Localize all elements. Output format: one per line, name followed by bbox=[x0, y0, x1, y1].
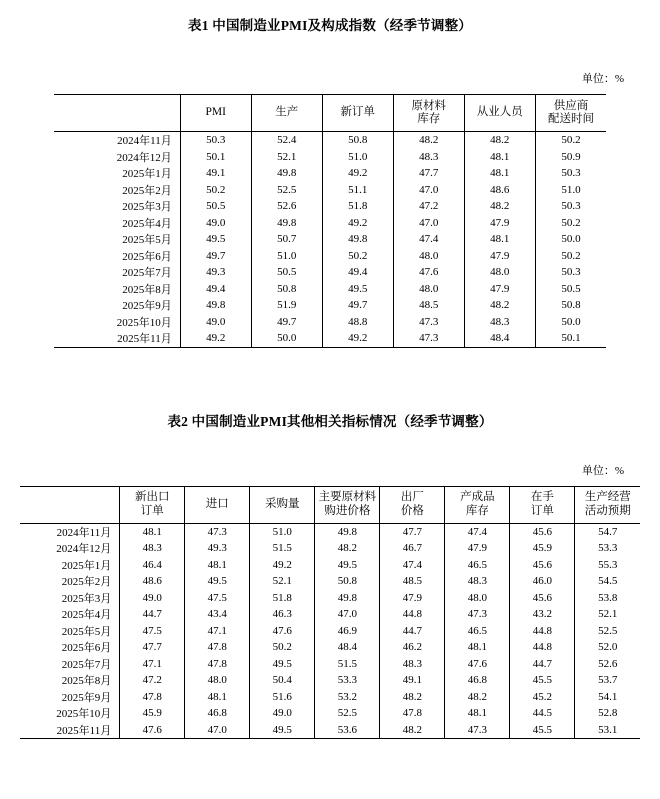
table2-cell: 45.5 bbox=[510, 672, 575, 689]
table1-row-label: 2025年8月 bbox=[54, 281, 181, 298]
table1-cell: 49.8 bbox=[251, 215, 322, 232]
table2-cell: 48.3 bbox=[120, 540, 185, 557]
table-row bbox=[54, 149, 607, 166]
table2-container bbox=[20, 486, 640, 740]
table1-cell: 48.2 bbox=[393, 132, 464, 149]
table1-cell: 48.2 bbox=[464, 132, 535, 149]
table2-cell: 45.2 bbox=[510, 689, 575, 706]
table1-cell: 47.3 bbox=[393, 330, 464, 347]
table2-cell: 52.8 bbox=[598, 707, 618, 720]
table2-cell: 47.3 bbox=[445, 722, 510, 739]
table-row bbox=[54, 264, 607, 281]
table-row bbox=[54, 281, 607, 298]
table2-cell: 51.8 bbox=[250, 590, 315, 607]
table2-cell: 48.2 bbox=[380, 689, 445, 706]
table2-cell: 52.5 bbox=[315, 705, 380, 722]
table2-row-label: 2025年9月 bbox=[20, 689, 120, 706]
table1-cell: 49.1 bbox=[180, 165, 251, 182]
table1-cell: 50.3 bbox=[561, 167, 581, 180]
table2-cell: 47.3 bbox=[445, 606, 510, 623]
table2-cell: 47.4 bbox=[445, 523, 510, 540]
table1-row-label: 2025年10月 bbox=[54, 314, 181, 331]
table2-cell: 55.3 bbox=[598, 558, 618, 571]
table2-cell: 49.2 bbox=[250, 557, 315, 574]
table-row bbox=[20, 557, 640, 574]
table-row bbox=[54, 297, 607, 314]
table2-cell: 46.3 bbox=[250, 606, 315, 623]
table2-col-business-expectation-line2: 活动预期 bbox=[584, 504, 631, 517]
table1-cell: 48.1 bbox=[464, 231, 535, 248]
table-row bbox=[20, 722, 640, 739]
table2-cell: 51.5 bbox=[315, 656, 380, 673]
table1-cell: 49.5 bbox=[180, 231, 251, 248]
table1-cell: 49.8 bbox=[180, 297, 251, 314]
table2-cell: 47.7 bbox=[120, 639, 185, 656]
table2-cell: 48.3 bbox=[445, 573, 510, 590]
table-row bbox=[20, 639, 640, 656]
table2-col-input-prices-line1: 主要原材料 bbox=[318, 491, 377, 504]
table2-cell: 53.8 bbox=[598, 591, 618, 604]
table2-corner-cell bbox=[20, 486, 120, 523]
table2-cell: 47.8 bbox=[380, 705, 445, 722]
table-row bbox=[54, 330, 607, 347]
table2-cell: 52.1 bbox=[598, 608, 618, 621]
table1-cell: 47.9 bbox=[464, 215, 535, 232]
table1-cell: 47.7 bbox=[393, 165, 464, 182]
table1-row-label: 2025年4月 bbox=[54, 215, 181, 232]
table1-cell: 51.0 bbox=[322, 149, 393, 166]
table2-cell: 44.7 bbox=[380, 623, 445, 640]
table1-col-new-orders-line1: 新订单 bbox=[340, 106, 375, 119]
table1-cell: 50.8 bbox=[251, 281, 322, 298]
table2-col-finished-goods-stock-line2: 库存 bbox=[465, 504, 489, 517]
table2-cell: 48.1 bbox=[445, 639, 510, 656]
table1-cell: 51.8 bbox=[322, 198, 393, 215]
table-row bbox=[20, 689, 640, 706]
table1-cell: 49.7 bbox=[322, 297, 393, 314]
table2-row-label: 2025年5月 bbox=[20, 623, 120, 640]
table2-cell: 46.8 bbox=[185, 705, 250, 722]
table2-row-label: 2025年10月 bbox=[20, 705, 120, 722]
table2-cell: 44.8 bbox=[510, 623, 575, 640]
table2-col-input-prices-line2: 购进价格 bbox=[324, 504, 371, 517]
table2-cell: 50.4 bbox=[250, 672, 315, 689]
table2-col-imports-line1: 进口 bbox=[205, 497, 229, 510]
table1-cell: 49.0 bbox=[180, 215, 251, 232]
table-row bbox=[20, 705, 640, 722]
table2-cell: 48.3 bbox=[380, 656, 445, 673]
table2-row-label: 2025年4月 bbox=[20, 606, 120, 623]
table2-col-output-prices bbox=[380, 486, 445, 523]
table2-cell: 49.8 bbox=[315, 523, 380, 540]
table-row bbox=[54, 132, 607, 149]
table2-row-label: 2025年8月 bbox=[20, 672, 120, 689]
table1-cell: 50.5 bbox=[251, 264, 322, 281]
table2-col-backlog-orders-line2: 订单 bbox=[530, 504, 554, 517]
table1-cell: 48.0 bbox=[393, 281, 464, 298]
table1-cell: 47.4 bbox=[393, 231, 464, 248]
table1-cell: 50.5 bbox=[561, 282, 581, 295]
table1-cell: 49.0 bbox=[180, 314, 251, 331]
table2-cell: 53.3 bbox=[598, 542, 618, 555]
table2-cell: 45.6 bbox=[510, 590, 575, 607]
table1 bbox=[54, 94, 607, 348]
table2 bbox=[20, 486, 640, 740]
table2-cell: 48.2 bbox=[380, 722, 445, 739]
table2-cell: 45.9 bbox=[120, 705, 185, 722]
table1-cell: 49.2 bbox=[180, 330, 251, 347]
table1-cell: 49.8 bbox=[251, 165, 322, 182]
table1-cell: 50.7 bbox=[251, 231, 322, 248]
table2-cell: 48.4 bbox=[315, 639, 380, 656]
table2-cell: 53.1 bbox=[575, 722, 640, 739]
table1-cell: 48.0 bbox=[464, 264, 535, 281]
table2-cell: 48.1 bbox=[120, 523, 185, 540]
table1-cell: 48.1 bbox=[464, 149, 535, 166]
table1-cell: 49.5 bbox=[322, 281, 393, 298]
table2-col-new-export-orders-line2: 订单 bbox=[140, 504, 164, 517]
table1-cell: 51.1 bbox=[322, 182, 393, 199]
table1-row-label: 2025年6月 bbox=[54, 248, 181, 265]
table1-col-employment-line1: 从业人员 bbox=[476, 106, 523, 119]
table-row bbox=[54, 314, 607, 331]
table-row bbox=[54, 182, 607, 199]
table1-title: 表1 中国制造业PMI及构成指数（经季节调整） bbox=[188, 18, 472, 33]
table1-col-pmi bbox=[180, 95, 251, 132]
table2-col-output-prices-line1: 出厂 bbox=[400, 491, 424, 504]
table1-cell: 52.1 bbox=[251, 149, 322, 166]
table1-cell: 50.2 bbox=[322, 248, 393, 265]
table1-cell: 50.1 bbox=[180, 149, 251, 166]
table2-row-label: 2024年11月 bbox=[20, 523, 120, 540]
table1-cell: 48.6 bbox=[464, 182, 535, 199]
table2-col-imports bbox=[185, 486, 250, 523]
table2-col-new-export-orders-line1: 新出口 bbox=[134, 491, 170, 504]
table1-cell: 50.1 bbox=[535, 330, 606, 347]
table2-cell: 48.1 bbox=[185, 557, 250, 574]
table1-cell: 48.2 bbox=[464, 297, 535, 314]
table1-cell: 47.9 bbox=[464, 281, 535, 298]
table1-cell: 51.0 bbox=[251, 248, 322, 265]
table2-body bbox=[20, 523, 640, 739]
table1-row-label: 2024年12月 bbox=[54, 149, 181, 166]
table2-cell: 46.4 bbox=[120, 557, 185, 574]
table2-row-label: 2025年3月 bbox=[20, 590, 120, 607]
table2-cell: 48.5 bbox=[380, 573, 445, 590]
table2-cell: 48.2 bbox=[315, 540, 380, 557]
table-row bbox=[20, 590, 640, 607]
table1-cell: 50.2 bbox=[180, 182, 251, 199]
table2-cell: 47.2 bbox=[120, 672, 185, 689]
table2-cell: 53.3 bbox=[315, 672, 380, 689]
table2-cell: 49.5 bbox=[185, 573, 250, 590]
table-row bbox=[20, 523, 640, 540]
table1-row-label: 2025年3月 bbox=[54, 198, 181, 215]
table1-col-production bbox=[251, 95, 322, 132]
table2-cell: 45.5 bbox=[510, 722, 575, 739]
table1-cell: 47.0 bbox=[393, 182, 464, 199]
table1-cell: 48.5 bbox=[393, 297, 464, 314]
table1-col-raw-material-stock-line1: 原材料 bbox=[411, 99, 446, 112]
table1-cell: 50.2 bbox=[561, 134, 581, 147]
table1-header-row bbox=[54, 95, 607, 132]
table1-row-label: 2025年1月 bbox=[54, 165, 181, 182]
table2-cell: 46.7 bbox=[380, 540, 445, 557]
table2-cell: 52.5 bbox=[598, 624, 618, 637]
table2-cell: 44.8 bbox=[510, 639, 575, 656]
table2-cell: 44.7 bbox=[120, 606, 185, 623]
table1-header bbox=[54, 95, 607, 132]
table2-cell: 53.6 bbox=[315, 722, 380, 739]
table2-cell: 48.1 bbox=[185, 689, 250, 706]
table2-cell: 47.8 bbox=[185, 639, 250, 656]
table1-cell: 52.5 bbox=[251, 182, 322, 199]
table2-col-input-prices bbox=[315, 486, 380, 523]
table1-cell: 50.3 bbox=[561, 200, 581, 213]
table2-cell: 47.4 bbox=[380, 557, 445, 574]
table2-cell: 51.0 bbox=[250, 523, 315, 540]
table2-cell: 43.2 bbox=[510, 606, 575, 623]
table1-row-label: 2025年11月 bbox=[54, 330, 181, 347]
table2-cell: 52.6 bbox=[598, 657, 618, 670]
table2-cell: 47.0 bbox=[315, 606, 380, 623]
table1-row-label: 2025年2月 bbox=[54, 182, 181, 199]
table1-cell: 50.0 bbox=[251, 330, 322, 347]
table2-cell: 47.6 bbox=[250, 623, 315, 640]
table1-cell: 49.4 bbox=[322, 264, 393, 281]
table2-cell: 45.9 bbox=[510, 540, 575, 557]
table2-cell: 47.9 bbox=[445, 540, 510, 557]
table1-row-label: 2025年7月 bbox=[54, 264, 181, 281]
table-row bbox=[54, 248, 607, 265]
table2-cell: 46.2 bbox=[380, 639, 445, 656]
table2-cell: 47.3 bbox=[185, 523, 250, 540]
table1-cell: 48.0 bbox=[393, 248, 464, 265]
table1-col-employment bbox=[464, 95, 535, 132]
table2-row-label: 2025年7月 bbox=[20, 656, 120, 673]
table2-row-label: 2025年2月 bbox=[20, 573, 120, 590]
table-row bbox=[20, 540, 640, 557]
table1-cell: 49.7 bbox=[180, 248, 251, 265]
table1-cell: 47.2 bbox=[393, 198, 464, 215]
table2-cell: 53.7 bbox=[598, 674, 618, 687]
table2-title: 表2 中国制造业PMI其他相关指标情况（经季节调整） bbox=[167, 413, 493, 429]
table1-container bbox=[20, 94, 640, 348]
table1-cell: 49.2 bbox=[322, 165, 393, 182]
table1-cell: 49.3 bbox=[180, 264, 251, 281]
table2-cell: 49.1 bbox=[380, 672, 445, 689]
table-row bbox=[20, 656, 640, 673]
table1-cell: 49.2 bbox=[322, 330, 393, 347]
table1-cell: 47.0 bbox=[393, 215, 464, 232]
table2-col-business-expectation bbox=[575, 486, 640, 523]
table-row bbox=[20, 623, 640, 640]
table2-row-label: 2025年1月 bbox=[20, 557, 120, 574]
table-row bbox=[54, 215, 607, 232]
table2-cell: 48.6 bbox=[120, 573, 185, 590]
table2-cell: 47.1 bbox=[120, 656, 185, 673]
table-row bbox=[54, 198, 607, 215]
table2-cell: 47.1 bbox=[185, 623, 250, 640]
table2-cell: 49.5 bbox=[250, 722, 315, 739]
table1-cell: 49.8 bbox=[322, 231, 393, 248]
table1-col-pmi-line1: PMI bbox=[205, 106, 226, 119]
table2-cell: 49.8 bbox=[315, 590, 380, 607]
table1-unit-label: 单位：% bbox=[581, 73, 624, 85]
table2-cell: 48.1 bbox=[445, 705, 510, 722]
table1-col-production-line1: 生产 bbox=[275, 106, 299, 119]
table2-row-label: 2025年11月 bbox=[20, 722, 120, 739]
table1-cell: 52.4 bbox=[251, 132, 322, 149]
table1-cell: 47.9 bbox=[464, 248, 535, 265]
table1-col-supplier-delivery bbox=[535, 95, 606, 132]
table2-cell: 48.0 bbox=[185, 672, 250, 689]
table2-cell: 46.5 bbox=[445, 557, 510, 574]
table1-cell: 50.2 bbox=[561, 216, 581, 229]
table1-block bbox=[0, 0, 660, 348]
table-row bbox=[54, 231, 607, 248]
table1-cell: 48.8 bbox=[322, 314, 393, 331]
table2-col-finished-goods-stock bbox=[445, 486, 510, 523]
table1-cell: 50.3 bbox=[561, 266, 581, 279]
table1-cell: 51.0 bbox=[561, 183, 581, 196]
table1-cell: 50.0 bbox=[561, 315, 581, 328]
table1-cell: 49.7 bbox=[251, 314, 322, 331]
table1-row-label: 2024年11月 bbox=[54, 132, 181, 149]
table2-cell: 47.9 bbox=[380, 590, 445, 607]
table2-col-business-expectation-line1: 生产经营 bbox=[584, 491, 631, 504]
table2-cell: 47.6 bbox=[445, 656, 510, 673]
table2-cell: 51.6 bbox=[250, 689, 315, 706]
table1-cell: 48.4 bbox=[464, 330, 535, 347]
table2-cell: 47.0 bbox=[185, 722, 250, 739]
table2-col-backlog-orders-line1: 在手 bbox=[530, 491, 554, 504]
table1-cell: 49.2 bbox=[322, 215, 393, 232]
table1-body bbox=[54, 132, 607, 348]
table2-cell: 52.0 bbox=[598, 641, 618, 654]
table1-cell: 50.0 bbox=[561, 233, 581, 246]
table1-corner-cell bbox=[54, 95, 181, 132]
table-row bbox=[20, 606, 640, 623]
table1-row-label: 2025年9月 bbox=[54, 297, 181, 314]
table2-header bbox=[20, 486, 640, 523]
table2-cell: 49.5 bbox=[315, 557, 380, 574]
table1-col-new-orders bbox=[322, 95, 393, 132]
table2-cell: 46.5 bbox=[445, 623, 510, 640]
section-gap bbox=[0, 348, 660, 410]
table2-cell: 54.5 bbox=[598, 575, 618, 588]
table2-col-finished-goods-stock-line1: 产成品 bbox=[460, 491, 495, 504]
table2-cell: 44.5 bbox=[510, 705, 575, 722]
table2-cell: 47.8 bbox=[120, 689, 185, 706]
table1-cell: 48.3 bbox=[464, 314, 535, 331]
table2-cell: 50.2 bbox=[250, 639, 315, 656]
table2-cell: 45.6 bbox=[510, 523, 575, 540]
table2-cell: 43.4 bbox=[185, 606, 250, 623]
table2-col-purchase-volume bbox=[250, 486, 315, 523]
table2-cell: 54.7 bbox=[598, 525, 618, 538]
table2-cell: 47.7 bbox=[380, 523, 445, 540]
table2-cell: 44.7 bbox=[510, 656, 575, 673]
table1-cell: 50.8 bbox=[322, 132, 393, 149]
table1-cell: 50.9 bbox=[561, 150, 581, 163]
table1-cell: 50.2 bbox=[561, 249, 581, 262]
table2-cell: 46.9 bbox=[315, 623, 380, 640]
table2-cell: 47.5 bbox=[120, 623, 185, 640]
table2-cell: 48.0 bbox=[445, 590, 510, 607]
table1-cell: 49.4 bbox=[180, 281, 251, 298]
table2-cell: 49.5 bbox=[250, 656, 315, 673]
table-row bbox=[54, 165, 607, 182]
table2-cell: 49.0 bbox=[120, 590, 185, 607]
table2-cell: 50.8 bbox=[315, 573, 380, 590]
table1-row-label: 2025年5月 bbox=[54, 231, 181, 248]
table2-cell: 46.8 bbox=[445, 672, 510, 689]
table1-col-raw-material-stock bbox=[393, 95, 464, 132]
table2-col-backlog-orders bbox=[510, 486, 575, 523]
table2-col-output-prices-line2: 价格 bbox=[400, 504, 424, 517]
table-row bbox=[20, 573, 640, 590]
table1-col-supplier-delivery-line2: 配送时间 bbox=[548, 113, 594, 125]
table2-unit-label: 单位：% bbox=[581, 464, 624, 477]
table1-cell: 50.5 bbox=[180, 198, 251, 215]
table2-cell: 47.8 bbox=[185, 656, 250, 673]
table2-cell: 53.2 bbox=[315, 689, 380, 706]
table1-cell: 52.6 bbox=[251, 198, 322, 215]
table1-cell: 51.9 bbox=[251, 297, 322, 314]
table2-cell: 51.5 bbox=[250, 540, 315, 557]
table2-cell: 47.6 bbox=[120, 722, 185, 739]
table2-cell: 48.2 bbox=[445, 689, 510, 706]
table2-cell: 54.1 bbox=[598, 690, 618, 703]
table2-header-row bbox=[20, 486, 640, 523]
table1-cell: 47.3 bbox=[393, 314, 464, 331]
table2-cell: 47.5 bbox=[185, 590, 250, 607]
table2-cell: 45.6 bbox=[510, 557, 575, 574]
table1-cell: 50.3 bbox=[180, 132, 251, 149]
table1-col-supplier-delivery-line1: 供应商 bbox=[553, 99, 589, 112]
table2-col-new-export-orders bbox=[120, 486, 185, 523]
table1-cell: 50.8 bbox=[561, 299, 581, 312]
table2-row-label: 2024年12月 bbox=[20, 540, 120, 557]
table2-cell: 49.0 bbox=[250, 705, 315, 722]
table1-cell: 48.3 bbox=[393, 149, 464, 166]
table1-col-raw-material-stock-line2: 库存 bbox=[417, 113, 441, 125]
table2-col-purchase-volume-line1: 采购量 bbox=[265, 497, 300, 510]
table2-cell: 49.3 bbox=[185, 540, 250, 557]
table2-row-label: 2025年6月 bbox=[20, 639, 120, 656]
table-row bbox=[20, 672, 640, 689]
table2-cell: 46.0 bbox=[510, 573, 575, 590]
table1-cell: 47.6 bbox=[393, 264, 464, 281]
table1-cell: 48.1 bbox=[464, 165, 535, 182]
table2-block bbox=[0, 410, 660, 740]
table2-cell: 52.1 bbox=[250, 573, 315, 590]
table1-cell: 48.2 bbox=[464, 198, 535, 215]
table2-cell: 44.8 bbox=[380, 606, 445, 623]
